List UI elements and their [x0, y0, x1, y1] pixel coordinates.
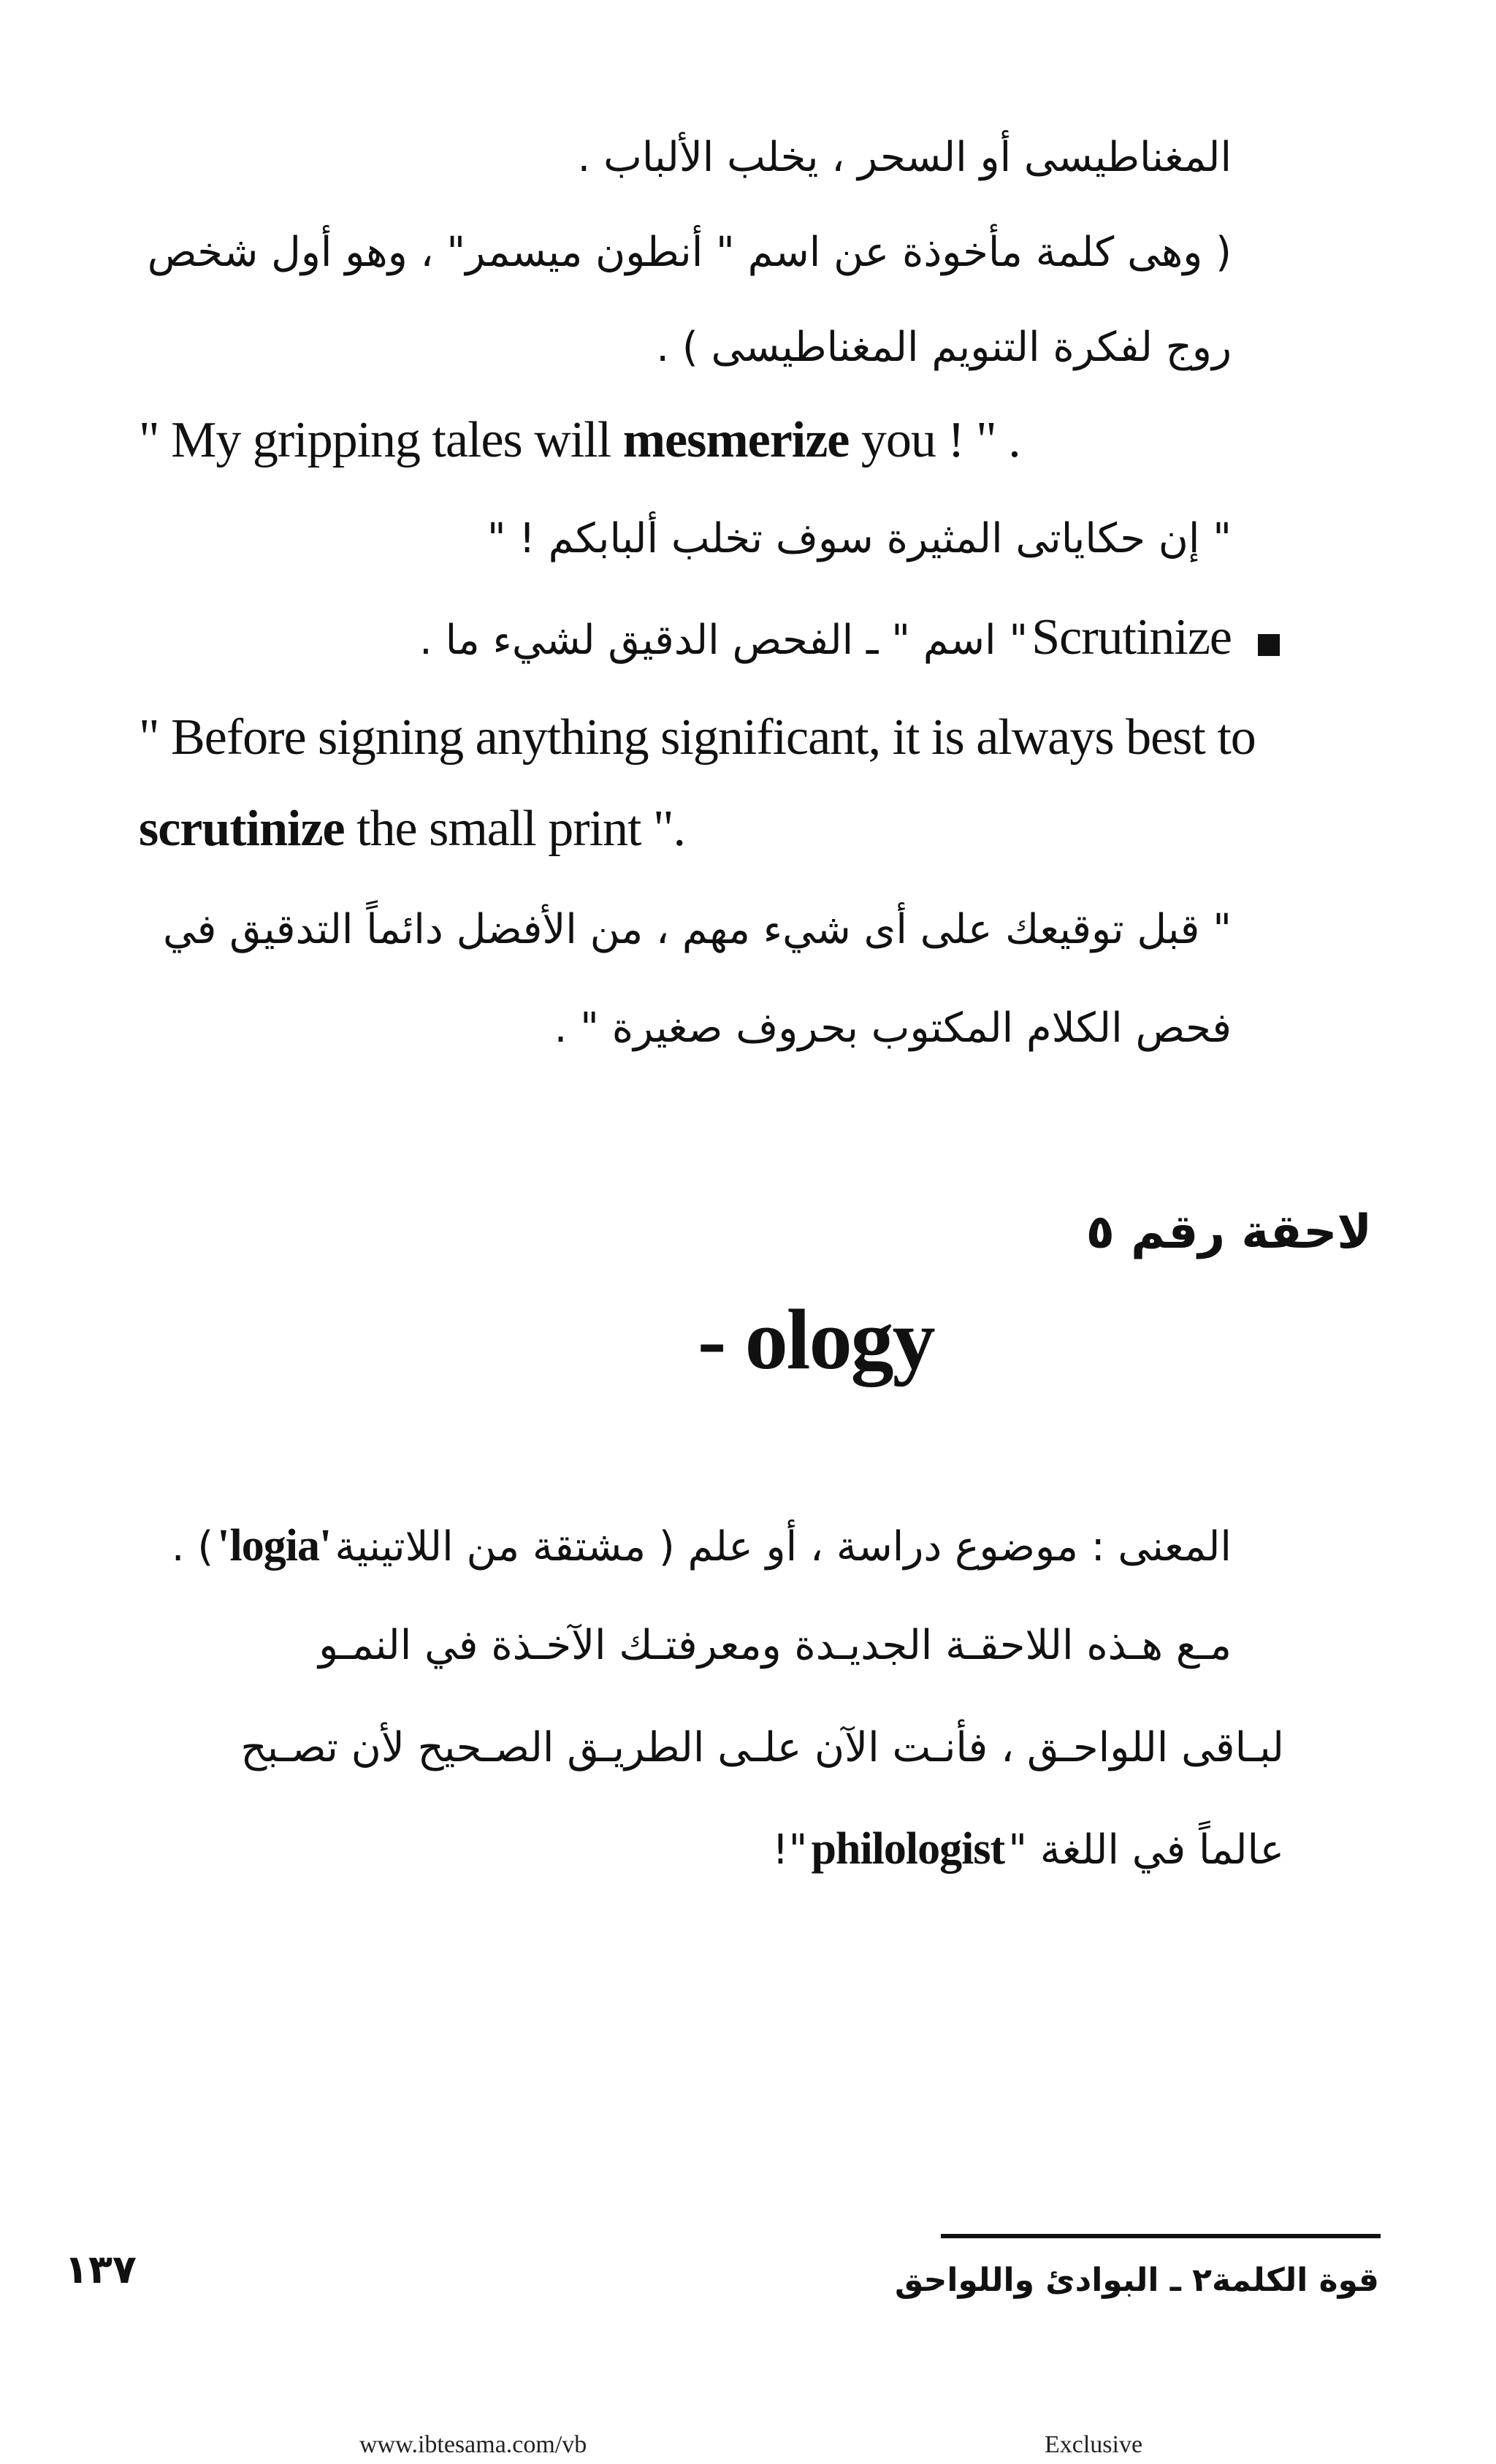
translation-2-line-1: " قبل توقيعك على أى شيء مهم ، من الأفضل دائماً التدقيق في [162, 906, 1232, 953]
body-line-1: المغناطيسى أو السحر ، يخلب الألباب . [577, 134, 1232, 181]
entry-definition: " اسم " ـ الفحص الدقيق لشيء ما . [419, 617, 1028, 664]
suffix-heading: - ology [698, 1292, 934, 1387]
body-line-3: روج لفكرة التنويم المغناطيسى ) . [656, 324, 1232, 371]
meaning-line-1 [171, 1521, 1232, 1571]
bullet-icon [1258, 634, 1280, 656]
meaning-line-3: لبـاقى اللواحـق ، فأنـت الآن علـى الطريـق الصـحيح لأن تصـبح [240, 1724, 1284, 1771]
translation-2-line-2: فحص الكلام المكتوب بحروف صغيرة " . [554, 1004, 1232, 1052]
meaning-keyword: philologist [811, 1824, 1005, 1874]
entry-word: Scrutinize [1031, 609, 1232, 665]
example-2-after: the small print ". [344, 801, 686, 857]
body-line-2: ( وهى كلمة مأخوذة عن اسم " أنطون ميسمر" ، وهو أول شخص [147, 229, 1232, 276]
entry-line [419, 609, 1232, 665]
meaning-line-4-suffix: "! [772, 1826, 808, 1874]
meaning-line-1-prefix: المعنى : موضوع دراسة ، أو علم ( مشتقة من اللاتينية [335, 1523, 1232, 1571]
book-title: قوة الكلمة٢ ـ البوادئ واللواحق [895, 2262, 1379, 2299]
meaning-line-4-prefix: عالماً في اللغة " [1008, 1826, 1284, 1874]
example-sentence-2-line-1: " Before signing anything significant, it is always best to [139, 709, 1256, 766]
exclusive-tag: Exclusive [1045, 2431, 1143, 2458]
example-sentence-2-line-2 [139, 801, 686, 857]
meaning-line-4 [772, 1826, 1284, 1872]
section-label: لاحقة رقم ٥ [1085, 1205, 1372, 1259]
meaning-line-2: مـع هـذه اللاحقـة الجديـدة ومعرفتـك الآخـذة في النمـو [318, 1622, 1232, 1669]
translation-1: " إن حكاياتى المثيرة سوف تخلب ألبابكم ! " [486, 515, 1232, 562]
footer-rule [941, 2234, 1381, 2238]
meaning-line-1-suffix: ) . [171, 1523, 214, 1571]
example-1-after: you ! " . [849, 412, 1020, 468]
example-1-before: " My gripping tales will [139, 412, 623, 468]
example-1-keyword: mesmerize [622, 412, 850, 468]
page-number: ١٣٧ [64, 2246, 137, 2292]
website-watermark: www.ibtesama.com/vb [359, 2431, 587, 2458]
example-2-keyword: scrutinize [139, 801, 345, 857]
meaning-latin-word: 'logia' [217, 1521, 332, 1571]
example-sentence-1 [139, 412, 1020, 468]
